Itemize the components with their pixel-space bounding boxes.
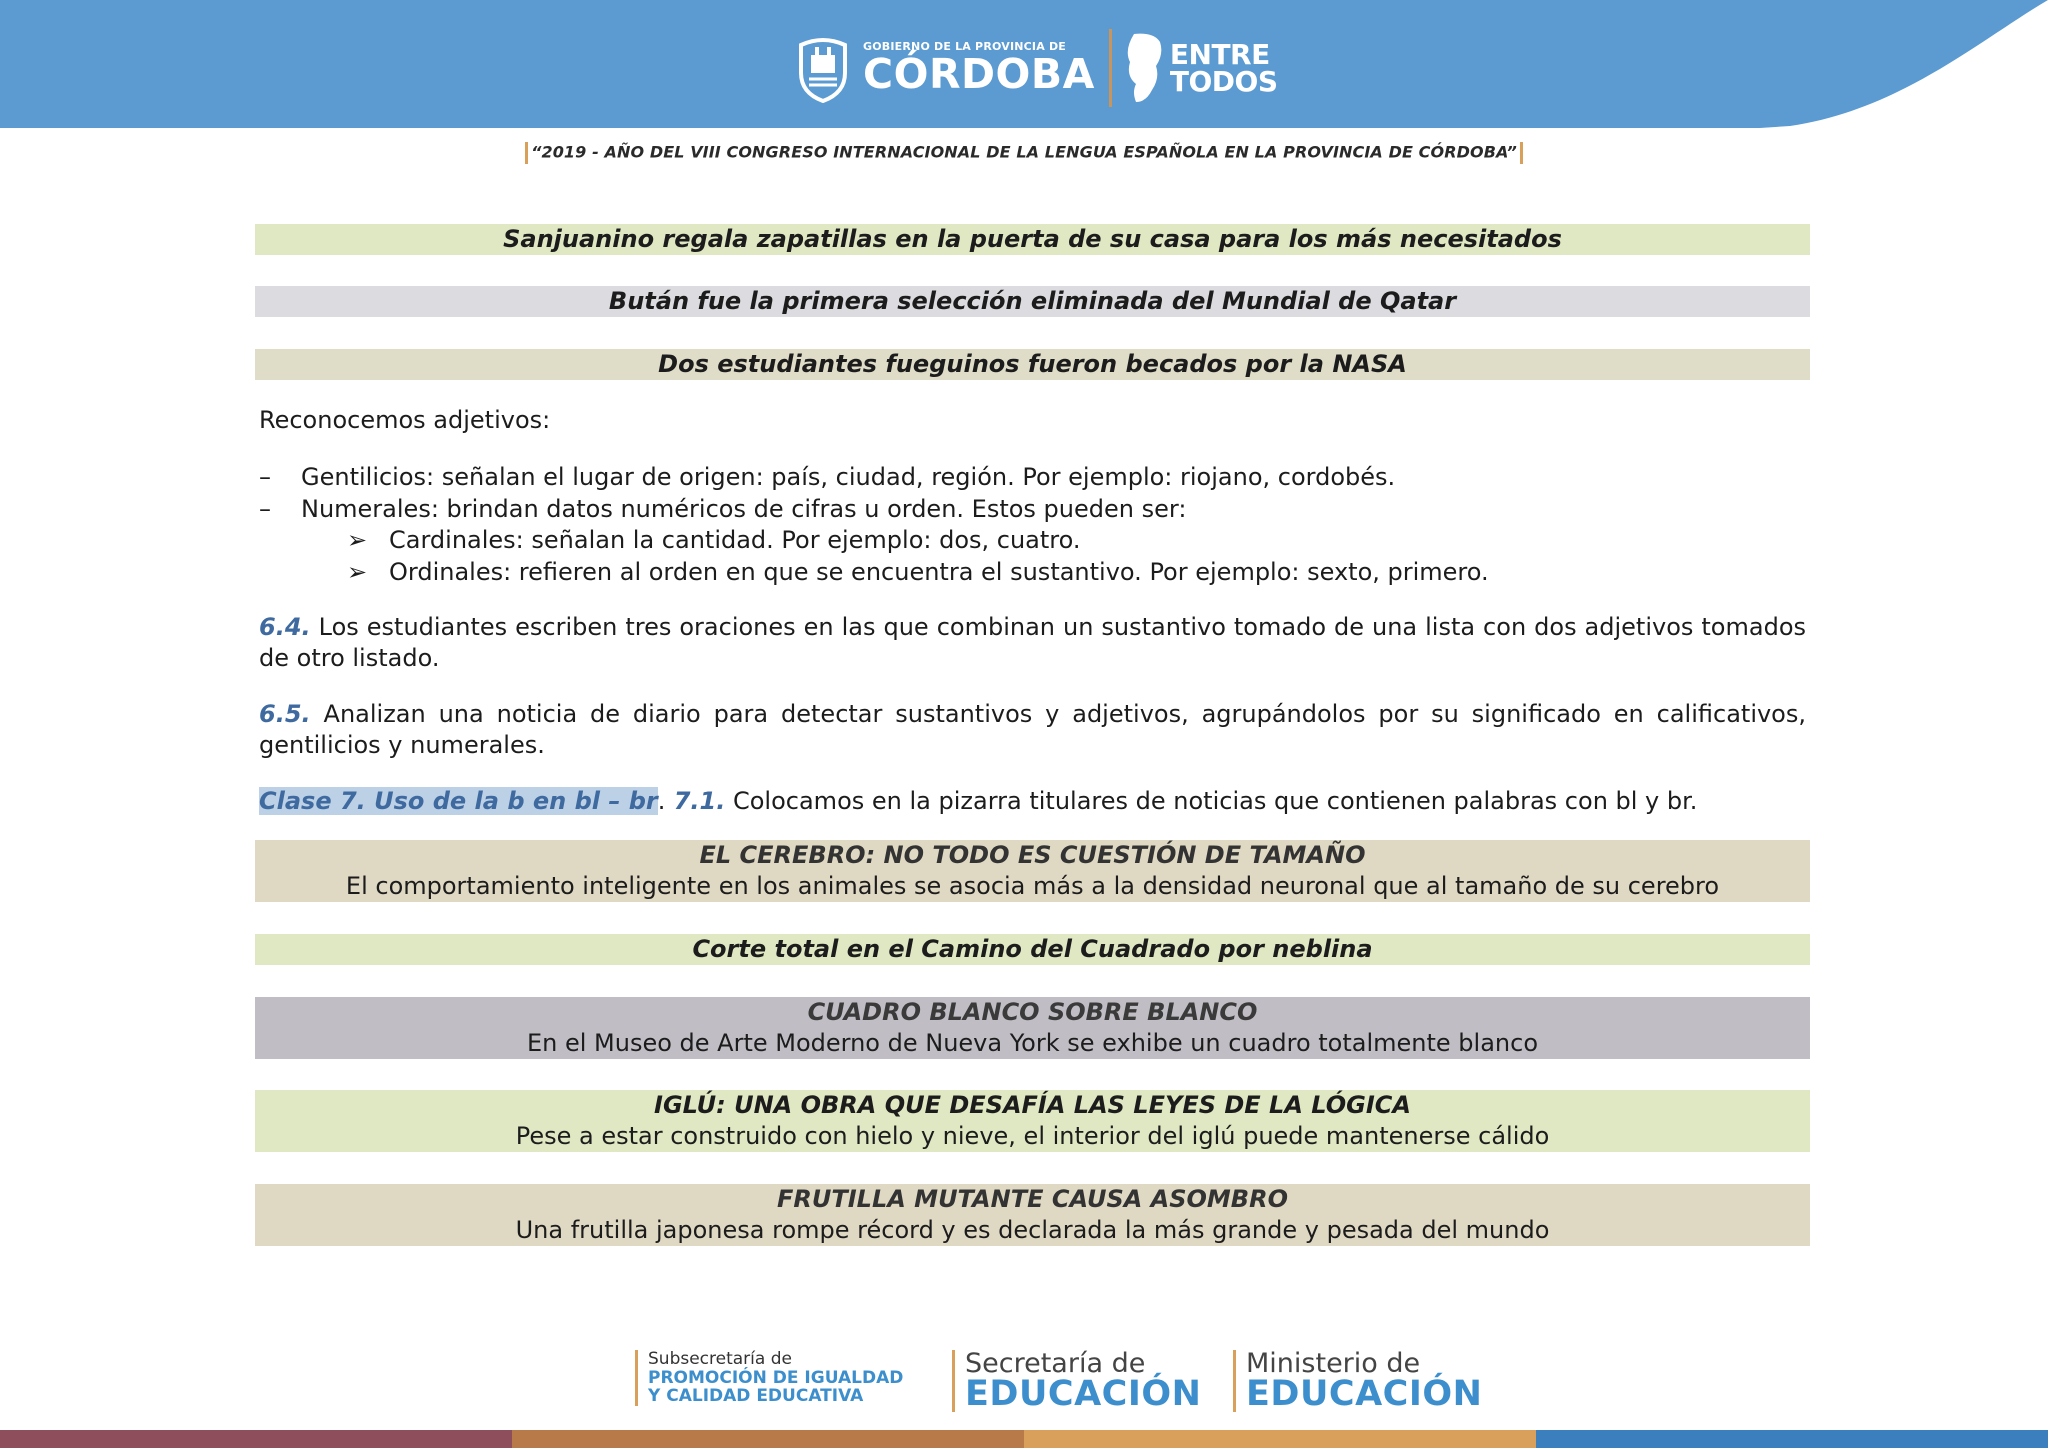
headline-subtitle: Pese a estar construido con hielo y nieve, el interior del iglú puede mantenerse cálido <box>515 1122 1550 1150</box>
activity-number: 6.5. <box>259 700 311 728</box>
gov-title: CÓRDOBA <box>863 50 1095 98</box>
list-item-text: Numerales: brindan datos numéricos de cifras u orden. Estos pueden ser: <box>301 495 1187 523</box>
arrow-bullet-icon: ➢ <box>347 558 368 586</box>
year-motto <box>0 142 2048 164</box>
headline-box <box>255 997 1810 1059</box>
sub-list-item <box>347 557 1489 588</box>
strip-segment <box>1536 1430 2048 1448</box>
headline-title: FRUTILLA MUTANTE CAUSA ASOMBRO <box>777 1185 1288 1213</box>
arrow-bullet-icon: ➢ <box>347 526 368 554</box>
headline-box <box>255 1090 1810 1152</box>
activity-text: Analizan una noticia de diario para detectar sustantivos y adjetivos, agrupándolos por su significado en calificativos, gentilicios y numerales. <box>259 700 1806 759</box>
sub-list-item <box>347 525 1081 556</box>
headline-box <box>255 286 1810 317</box>
government-logo <box>795 26 1278 110</box>
headline-box <box>255 1184 1810 1246</box>
secretaria-logo <box>952 1350 1201 1412</box>
dash-bullet: – <box>259 495 271 523</box>
activity-number: 7.1. <box>665 787 726 815</box>
headline-title: EL CEREBRO: NO TODO ES CUESTIÓN DE TAMAÑO <box>699 841 1366 869</box>
headline-title: Corte total en el Camino del Cuadrado por neblina <box>692 935 1373 963</box>
todos-text: TODOS <box>1169 65 1278 98</box>
subsecretaria-logo <box>635 1350 903 1406</box>
footer-color-strip <box>0 1430 2048 1448</box>
headline-title: Bután fue la primera selección eliminada del Mundial de Qatar <box>608 287 1457 315</box>
strip-segment <box>512 1430 1024 1448</box>
intro-text: Reconocemos adjetivos: <box>259 406 551 434</box>
logo-bar <box>952 1350 955 1412</box>
strip-segment <box>1024 1430 1536 1448</box>
headline-subtitle: En el Museo de Arte Moderno de Nueva York se exhibe un cuadro totalmente blanco <box>526 1029 1539 1057</box>
class-7-intro <box>259 786 1806 817</box>
motto-text: “2019 - AÑO DEL VIII CONGRESO INTERNACIONAL DE LA LENGUA ESPAÑOLA EN LA PROVINCIA DE CÓRDOBA” <box>531 142 1517 162</box>
headline-title: CUADRO BLANCO SOBRE BLANCO <box>807 998 1258 1026</box>
secretaria-label: Secretaría de <box>965 1348 1146 1379</box>
headline-title: Sanjuanino regala zapatillas en la puerta de su casa para los más necesitados <box>503 225 1562 253</box>
brand-divider <box>1109 29 1112 107</box>
activity-number: 6.4. <box>259 613 311 641</box>
ministerio-label: Ministerio de <box>1246 1348 1421 1379</box>
motto-bar-left <box>525 142 528 164</box>
logo-bar <box>1233 1350 1236 1412</box>
activity-6-4 <box>259 612 1806 674</box>
footer-logos <box>0 1350 2048 1420</box>
headline-subtitle: Una frutilla japonesa rompe récord y es declarada la más grande y pesada del mundo <box>515 1216 1550 1244</box>
headline-box <box>255 349 1810 380</box>
subsecretaria-label: Subsecretaría de <box>648 1349 792 1369</box>
class-title-dot: . <box>657 787 666 815</box>
secretaria-name: EDUCACIÓN <box>965 1374 1202 1414</box>
list-item <box>259 494 1186 525</box>
list-item-text: Gentilicios: señalan el lugar de origen: país, ciudad, región. Por ejemplo: riojano, cordobés. <box>301 463 1396 491</box>
activity-text: Los estudiantes escriben tres oraciones en las que combinan un sustantivo tomado de una lista con dos adjetivos tomados de otro listado. <box>259 613 1806 672</box>
strip-segment <box>0 1430 512 1448</box>
shield-icon <box>795 33 851 103</box>
class-title-highlighted: Clase 7. Uso de la b en bl – br <box>259 787 658 815</box>
entre-text: ENTRE <box>1169 37 1270 71</box>
province-map-icon <box>1124 32 1164 104</box>
sub-list-item-text: Ordinales: refieren al orden en que se encuentra el sustantivo. Por ejemplo: sexto, primero. <box>389 558 1489 586</box>
headline-subtitle: El comportamiento inteligente en los animales se asocia más a la densidad neuronal que al tamaño de su cerebro <box>345 872 1720 900</box>
ministerio-logo <box>1233 1350 1482 1412</box>
headline-box <box>255 840 1810 902</box>
list-item <box>259 462 1395 493</box>
motto-bar-right <box>1520 142 1523 164</box>
headline-box <box>255 934 1810 965</box>
gov-small-text: GOBIERNO DE LA PROVINCIA DE <box>863 40 1067 53</box>
entre-todos-logo <box>1169 37 1278 98</box>
dash-bullet: – <box>259 463 271 491</box>
subsecretaria-name-line2: Y CALIDAD EDUCATIVA <box>648 1386 864 1407</box>
activity-6-5 <box>259 699 1806 761</box>
ministerio-name: EDUCACIÓN <box>1246 1374 1483 1414</box>
sub-list-item-text: Cardinales: señalan la cantidad. Por ejemplo: dos, cuatro. <box>389 526 1081 554</box>
headline-title: IGLÚ: UNA OBRA QUE DESAFÍA LAS LEYES DE LA LÓGICA <box>654 1091 1411 1119</box>
headline-title: Dos estudiantes fueguinos fueron becados por la NASA <box>658 350 1407 378</box>
activity-text: Colocamos en la pizarra titulares de noticias que contienen palabras con bl y br. <box>725 787 1698 815</box>
subsecretaria-name-line1: PROMOCIÓN DE IGUALDAD <box>648 1367 904 1388</box>
headline-box <box>255 224 1810 255</box>
logo-bar <box>635 1350 638 1406</box>
